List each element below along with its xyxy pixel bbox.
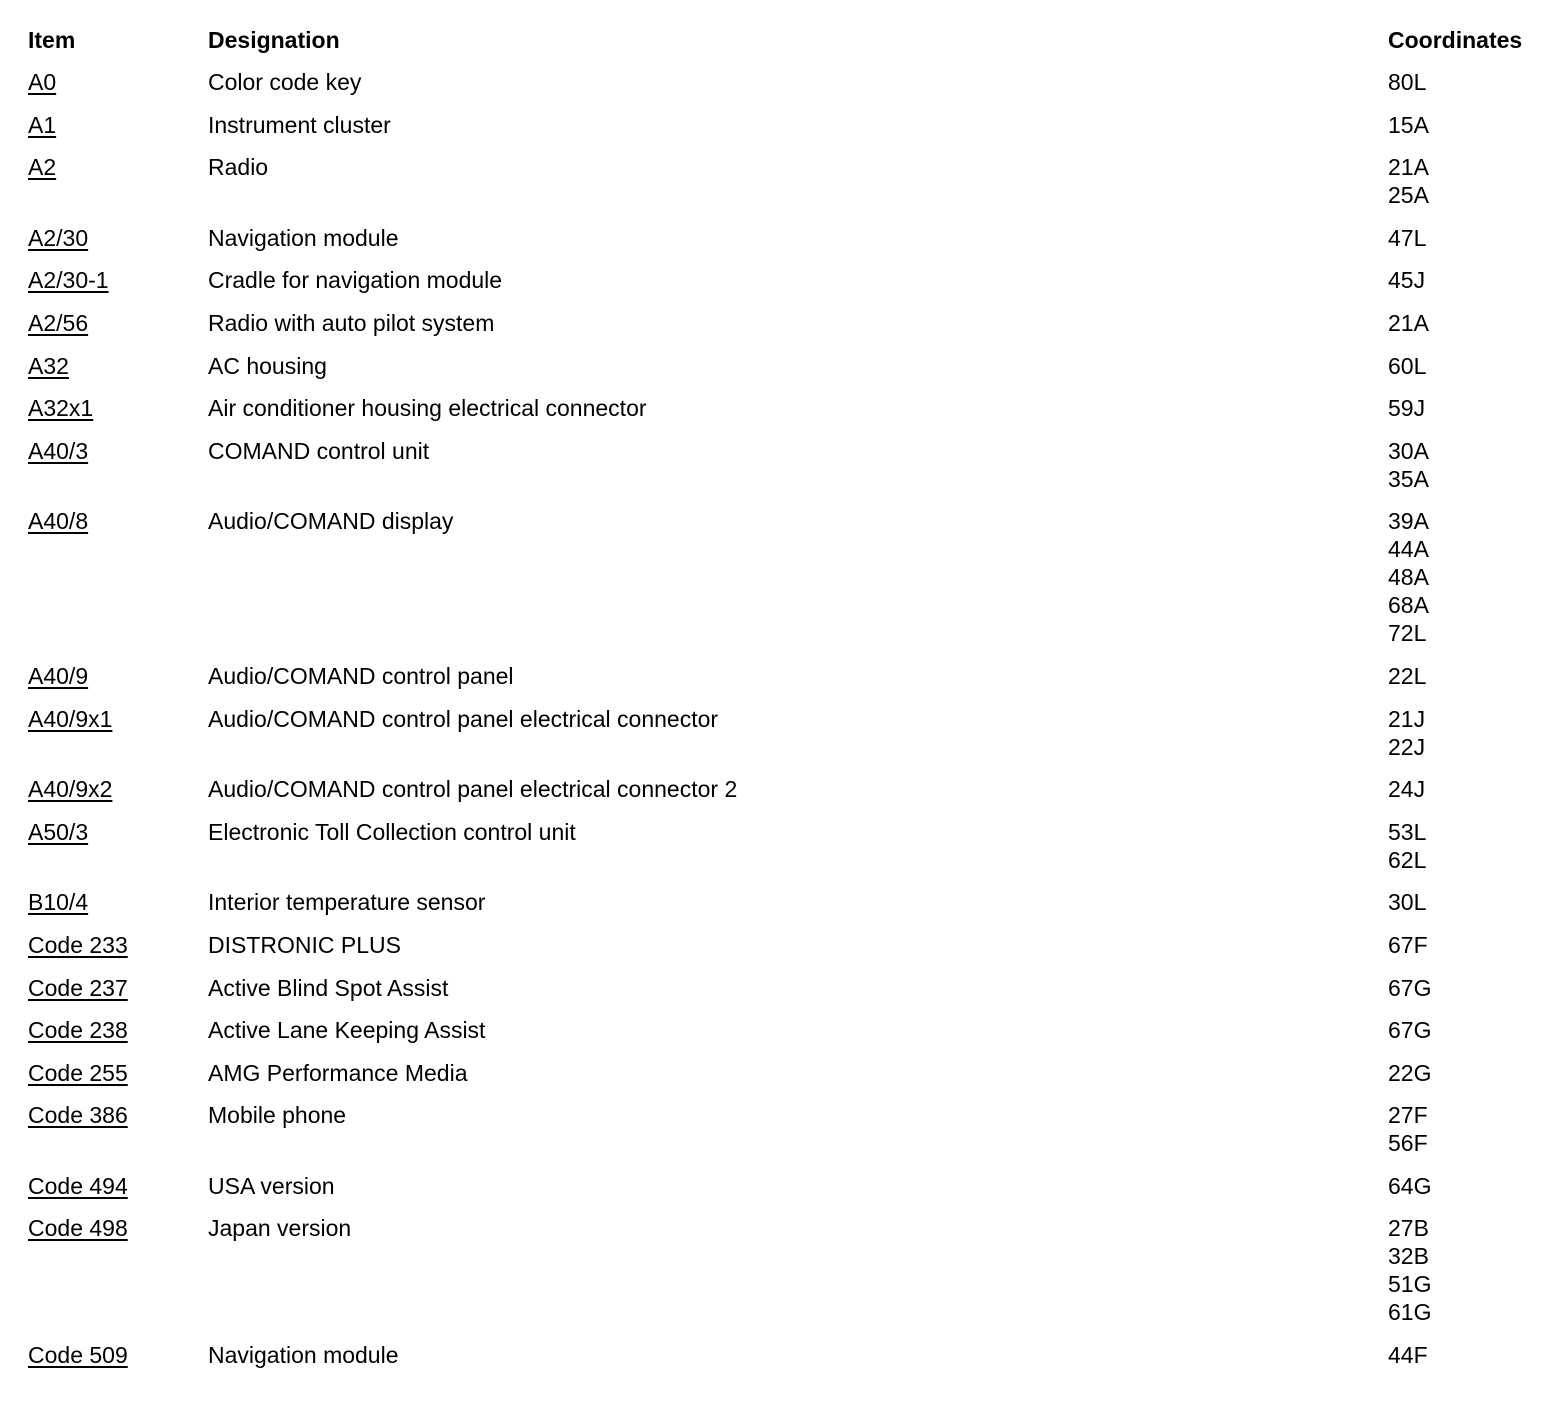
- item-cell: [28, 775, 208, 803]
- coordinates-cell: [1388, 68, 1548, 96]
- item-link[interactable]: A2/30-1: [28, 267, 109, 294]
- coordinates-cell: [1388, 931, 1548, 959]
- table-row: [28, 888, 1548, 931]
- item-cell: [28, 1214, 208, 1242]
- item-link[interactable]: A32: [28, 352, 69, 379]
- item-cell: [28, 153, 208, 181]
- coordinate-value: 47L: [1388, 224, 1427, 251]
- coordinate-value: 30L: [1388, 889, 1427, 916]
- designation-cell: Audio/COMAND display: [208, 508, 454, 535]
- coordinate-value: 67G: [1388, 1017, 1432, 1044]
- table-row: [28, 974, 1548, 1017]
- coordinate-value: 59J: [1388, 395, 1426, 422]
- item-cell: [28, 974, 208, 1002]
- designation-cell: Navigation module: [208, 224, 399, 251]
- coordinate-value: 67G: [1388, 974, 1432, 1001]
- table-row: [28, 705, 1548, 776]
- coordinates-cell: [1388, 394, 1548, 422]
- item-link[interactable]: A0: [28, 69, 57, 95]
- coordinate-value: 45J: [1388, 267, 1426, 294]
- item-link[interactable]: Code 238: [28, 1017, 128, 1044]
- table-row: [28, 931, 1548, 974]
- coordinates-cell: [1388, 888, 1548, 916]
- table-row: [28, 818, 1548, 889]
- item-cell: [28, 888, 208, 916]
- coordinate-value: 62L: [1388, 846, 1427, 873]
- designation-cell: Color code key: [208, 69, 362, 95]
- coordinates-cell: [1388, 153, 1548, 209]
- designation-cell: Audio/COMAND control panel electrical connector: [208, 705, 719, 732]
- coordinates-cell: [1388, 507, 1548, 647]
- coordinates-cell: [1388, 818, 1548, 874]
- coordinate-value: 27F: [1388, 1102, 1428, 1129]
- table-row: [28, 266, 1548, 309]
- item-link[interactable]: A40/9: [28, 662, 89, 689]
- item-link[interactable]: A2/30: [28, 224, 89, 251]
- item-cell: [28, 931, 208, 959]
- coordinates-cell: [1388, 437, 1548, 493]
- item-link[interactable]: B10/4: [28, 889, 89, 916]
- designation-cell: AMG Performance Media: [208, 1059, 468, 1086]
- item-link[interactable]: A32x1: [28, 395, 94, 422]
- coordinate-value: 35A: [1388, 465, 1429, 492]
- coordinate-value: 60L: [1388, 352, 1427, 379]
- item-cell: [28, 1101, 208, 1129]
- item-link[interactable]: A2: [28, 154, 57, 181]
- coordinate-value: 27B: [1388, 1215, 1429, 1242]
- coordinate-value: 39A: [1388, 508, 1429, 535]
- header-coordinates: Coordinates: [1388, 27, 1523, 53]
- component-legend-table: [28, 26, 1548, 1384]
- coordinate-value: 48A: [1388, 564, 1429, 591]
- table-row: [28, 1341, 1548, 1384]
- designation-cell: Active Blind Spot Assist: [208, 974, 449, 1001]
- table-row: [28, 1172, 1548, 1215]
- table-row: [28, 352, 1548, 395]
- item-cell: [28, 662, 208, 690]
- coordinates-cell: [1388, 1172, 1548, 1200]
- table-row: [28, 1214, 1548, 1341]
- table-row: [28, 153, 1548, 224]
- item-link[interactable]: A50/3: [28, 818, 89, 845]
- coordinates-cell: [1388, 1214, 1548, 1326]
- coordinate-value: 30A: [1388, 437, 1429, 464]
- table-row: [28, 68, 1548, 111]
- coordinate-value: 15A: [1388, 111, 1429, 138]
- item-link[interactable]: Code 509: [28, 1342, 128, 1369]
- designation-cell: AC housing: [208, 352, 327, 379]
- coordinate-value: 68A: [1388, 592, 1429, 619]
- coordinate-value: 24J: [1388, 776, 1426, 803]
- designation-cell: Mobile phone: [208, 1102, 347, 1129]
- coordinates-cell: [1388, 705, 1548, 761]
- designation-cell: COMAND control unit: [208, 437, 430, 464]
- coordinate-value: 25A: [1388, 182, 1429, 209]
- designation-cell: Instrument cluster: [208, 111, 391, 138]
- item-cell: [28, 266, 208, 294]
- coordinates-cell: [1388, 111, 1548, 139]
- item-cell: [28, 1016, 208, 1044]
- designation-cell: USA version: [208, 1172, 335, 1199]
- designation-cell: Active Lane Keeping Assist: [208, 1017, 486, 1044]
- coordinate-value: 44F: [1388, 1342, 1428, 1369]
- designation-cell: Air conditioner housing electrical connector: [208, 395, 647, 422]
- designation-cell: Japan version: [208, 1215, 352, 1242]
- designation-cell: DISTRONIC PLUS: [208, 931, 401, 958]
- coordinate-value: 51G: [1388, 1271, 1432, 1298]
- coordinate-value: 32B: [1388, 1243, 1429, 1270]
- table-row: [28, 1101, 1548, 1172]
- coordinate-value: 22J: [1388, 733, 1426, 760]
- table-row: [28, 394, 1548, 437]
- coordinate-value: 22L: [1388, 662, 1427, 689]
- designation-cell: Radio with auto pilot system: [208, 309, 495, 336]
- table-row: [28, 437, 1548, 508]
- item-link[interactable]: A1: [28, 111, 57, 138]
- item-cell: [28, 111, 208, 139]
- table-row: [28, 662, 1548, 705]
- coordinates-cell: [1388, 974, 1548, 1002]
- designation-cell: Audio/COMAND control panel electrical connector 2: [208, 776, 738, 803]
- designation-cell: Electronic Toll Collection control unit: [208, 818, 576, 845]
- item-cell: [28, 224, 208, 252]
- coordinate-value: 44A: [1388, 536, 1429, 563]
- table-body: [28, 68, 1548, 1384]
- coordinates-cell: [1388, 352, 1548, 380]
- item-link[interactable]: Code 498: [28, 1215, 128, 1242]
- coordinate-value: 21A: [1388, 154, 1429, 181]
- item-link[interactable]: A40/9x1: [28, 705, 113, 732]
- coordinates-cell: [1388, 775, 1548, 803]
- designation-cell: Navigation module: [208, 1342, 399, 1369]
- coordinate-value: 80L: [1388, 69, 1427, 95]
- item-link[interactable]: A40/3: [28, 437, 89, 464]
- item-cell: [28, 394, 208, 422]
- table-header: [28, 26, 1548, 68]
- coordinates-cell: [1388, 1059, 1548, 1087]
- table-row: [28, 1016, 1548, 1059]
- item-link[interactable]: A2/56: [28, 309, 89, 336]
- item-cell: [28, 68, 208, 96]
- table-row: [28, 507, 1548, 662]
- item-link[interactable]: Code 255: [28, 1059, 128, 1086]
- table-row: [28, 309, 1548, 352]
- coordinates-cell: [1388, 1016, 1548, 1044]
- item-cell: [28, 309, 208, 337]
- item-link[interactable]: Code 386: [28, 1102, 128, 1129]
- header-designation: Designation: [208, 27, 340, 53]
- item-cell: [28, 1172, 208, 1200]
- coordinate-value: 21J: [1388, 705, 1426, 732]
- designation-cell: Interior temperature sensor: [208, 889, 486, 916]
- coordinate-value: 53L: [1388, 818, 1427, 845]
- coordinate-value: 56F: [1388, 1130, 1428, 1157]
- item-link[interactable]: Code 494: [28, 1172, 128, 1199]
- coordinate-value: 21A: [1388, 309, 1429, 336]
- designation-cell: Radio: [208, 154, 269, 181]
- coordinates-cell: [1388, 224, 1548, 252]
- coordinate-value: 22G: [1388, 1059, 1432, 1086]
- coordinate-value: 64G: [1388, 1172, 1432, 1199]
- item-link[interactable]: A40/8: [28, 508, 89, 535]
- item-cell: [28, 437, 208, 465]
- table-row: [28, 1059, 1548, 1102]
- coordinates-cell: [1388, 1341, 1548, 1369]
- coordinates-cell: [1388, 309, 1548, 337]
- item-cell: [28, 507, 208, 535]
- item-cell: [28, 352, 208, 380]
- coordinates-cell: [1388, 266, 1548, 294]
- table-row: [28, 111, 1548, 154]
- item-link[interactable]: Code 237: [28, 974, 128, 1001]
- item-link[interactable]: Code 233: [28, 931, 128, 958]
- table-row: [28, 224, 1548, 267]
- item-cell: [28, 1059, 208, 1087]
- designation-cell: Cradle for navigation module: [208, 267, 503, 294]
- designation-cell: Audio/COMAND control panel: [208, 662, 514, 689]
- item-cell: [28, 1341, 208, 1369]
- coordinates-cell: [1388, 1101, 1548, 1157]
- table-row: [28, 775, 1548, 818]
- item-cell: [28, 818, 208, 846]
- item-cell: [28, 705, 208, 733]
- coordinates-cell: [1388, 662, 1548, 690]
- coordinate-value: 72L: [1388, 620, 1427, 647]
- item-link[interactable]: A40/9x2: [28, 776, 113, 803]
- coordinate-value: 67F: [1388, 931, 1428, 958]
- header-item: Item: [28, 27, 76, 53]
- coordinate-value: 61G: [1388, 1299, 1432, 1326]
